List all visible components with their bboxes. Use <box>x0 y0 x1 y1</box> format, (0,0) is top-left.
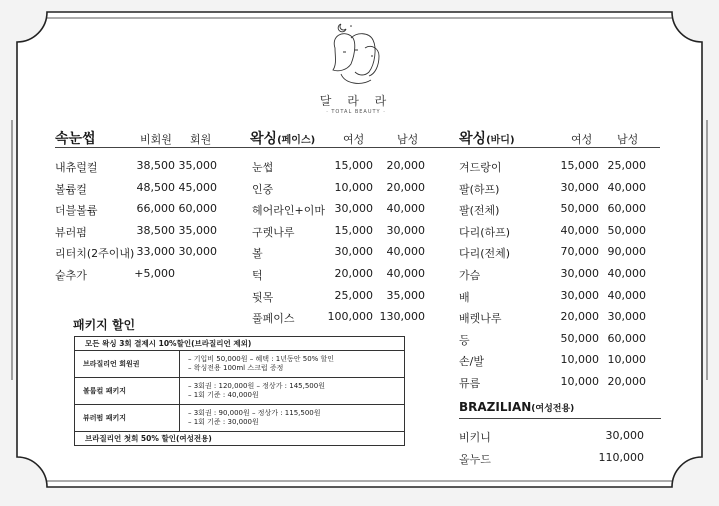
price-a: 38,500 <box>136 223 175 237</box>
price-b: 130,000 <box>379 310 425 324</box>
price-b: 40,000 <box>386 202 425 216</box>
price-a: +5,000 <box>134 267 175 280</box>
price-b: 20,000 <box>386 180 425 194</box>
price-b: 25,000 <box>607 159 646 172</box>
price-b: 20,000 <box>386 159 425 172</box>
eyelash-col-member: 회원 <box>190 133 212 146</box>
package-discount-title: 패키지 할인 <box>73 318 136 332</box>
service-name: 뒷목 <box>252 290 274 304</box>
body-col-female: 여성 <box>571 133 593 146</box>
service-name: 숱추가 <box>55 269 87 282</box>
service-name: 다리(하프) <box>459 225 511 239</box>
price-a: 30,000 <box>560 288 599 302</box>
price-b: 40,000 <box>386 267 425 280</box>
brand-name: 달 라 라 <box>319 94 393 108</box>
price-a: 66,000 <box>136 202 175 216</box>
price-b: 50,000 <box>607 223 646 237</box>
service-name: 풀페이스 <box>252 312 295 326</box>
service-name: 헤어라인+이마 <box>252 204 325 218</box>
price-a: 30,000 <box>334 245 373 259</box>
price-a: 33,000 <box>136 245 175 259</box>
price-a: 38,500 <box>136 159 175 172</box>
faces-illustration-icon <box>321 18 391 90</box>
price-b: 45,000 <box>178 180 217 194</box>
price-a: 10,000 <box>334 180 373 194</box>
package-description: – 3회권 : 120,000원 – 정상가 : 145,500원 – 1회 기준 : 40,000원 <box>180 378 405 405</box>
price-a: 25,000 <box>334 288 373 302</box>
price-a: 20,000 <box>334 267 373 280</box>
service-name: 볼륨컬 <box>55 182 87 196</box>
price-a: 40,000 <box>560 223 599 237</box>
package-description: – 3회권 : 90,000원 – 정상가 : 115,500원 – 1회 기준 : 30,000원 <box>180 405 405 432</box>
eyelash-section-title: 속눈썹 <box>55 131 96 147</box>
package-discount-table <box>74 336 405 446</box>
price-b: 60,000 <box>178 202 217 216</box>
price-b: 20,000 <box>607 375 646 388</box>
service-name: 배 <box>459 290 470 304</box>
body-waxing-title: 왁싱(바디) <box>459 131 515 147</box>
face-waxing-title: 왁싱(페이스) <box>250 131 316 147</box>
service-name: 다리(전체) <box>459 247 511 261</box>
price-b: 60,000 <box>607 331 646 345</box>
price-b: 30,000 <box>178 245 217 259</box>
header-divider <box>55 147 660 148</box>
price-b: 30,000 <box>607 310 646 324</box>
service-name: 팔(전체) <box>459 204 500 218</box>
service-name: 겨드랑이 <box>459 161 502 174</box>
price-b: 60,000 <box>607 202 646 216</box>
service-name: 뮤름 <box>459 377 481 390</box>
service-name: 구렛나루 <box>252 225 295 239</box>
service-name: 인중 <box>252 182 274 196</box>
service-name: 더블볼륨 <box>55 204 98 218</box>
price-b: 90,000 <box>607 245 646 259</box>
price-a: 30,000 <box>334 202 373 216</box>
price-a: 15,000 <box>334 223 373 237</box>
service-name: 내츄럴컬 <box>55 161 98 174</box>
price-a: 20,000 <box>560 310 599 324</box>
price-b: 40,000 <box>386 245 425 259</box>
service-name: 가슴 <box>459 269 481 282</box>
price-a: 15,000 <box>334 159 373 172</box>
service-name: 뷰러펌 <box>55 225 87 239</box>
price-a: 15,000 <box>560 159 599 172</box>
price-b: 40,000 <box>607 288 646 302</box>
face-col-female: 여성 <box>343 133 365 146</box>
service-name: 턱 <box>252 269 263 282</box>
price-a: 30,000 <box>560 180 599 194</box>
package-name: 브라질리언 회원권 <box>75 351 180 378</box>
brazilian-divider <box>459 418 661 419</box>
price-b: 30,000 <box>386 223 425 237</box>
package-description: – 기입비 50,000원 – 혜택 : 1년동안 50% 할인 – 왁싱전용 100ml 스크럽 증정 <box>180 351 405 378</box>
service-name: 볼 <box>252 247 263 261</box>
brand-subtitle: · TOTAL BEAUTY · <box>326 109 386 115</box>
brand-logo <box>318 18 394 120</box>
service-name: 등 <box>459 333 470 347</box>
price-b: 35,000 <box>178 223 217 237</box>
package-top-note: 모든 왁싱 3회 결제시 10%할인(브라질리언 제외) <box>75 337 405 351</box>
price-b: 35,000 <box>386 288 425 302</box>
face-col-male: 남성 <box>397 133 419 146</box>
price-b: 35,000 <box>178 159 217 172</box>
body-col-male: 남성 <box>617 133 639 146</box>
price-a: 10,000 <box>560 353 599 367</box>
service-name: 눈썹 <box>252 161 274 174</box>
service-name: 손/발 <box>459 355 484 369</box>
service-name: 리터치(2주이내) <box>55 247 135 261</box>
service-name: 배렛나루 <box>459 312 502 326</box>
price-a: 50,000 <box>560 202 599 216</box>
price-b: 40,000 <box>607 267 646 280</box>
package-name: 뷰러펌 패키지 <box>75 405 180 432</box>
price-a: 50,000 <box>560 331 599 345</box>
package-name: 볼륨컬 패키지 <box>75 378 180 405</box>
brazilian-section-title: BRAZILIAN(여성전용) <box>459 400 575 414</box>
price-a: 30,000 <box>560 267 599 280</box>
package-bottom-note: 브라질리언 첫회 50% 할인(여성전용) <box>75 432 405 446</box>
price-a: 10,000 <box>560 375 599 388</box>
price-a: 48,500 <box>136 180 175 194</box>
price-a: 70,000 <box>560 245 599 259</box>
eyelash-col-nonmember: 비회원 <box>140 133 172 146</box>
service-name: 팔(하프) <box>459 182 500 196</box>
price-a: 100,000 <box>327 310 373 324</box>
price-b: 40,000 <box>607 180 646 194</box>
price-b: 10,000 <box>607 353 646 367</box>
